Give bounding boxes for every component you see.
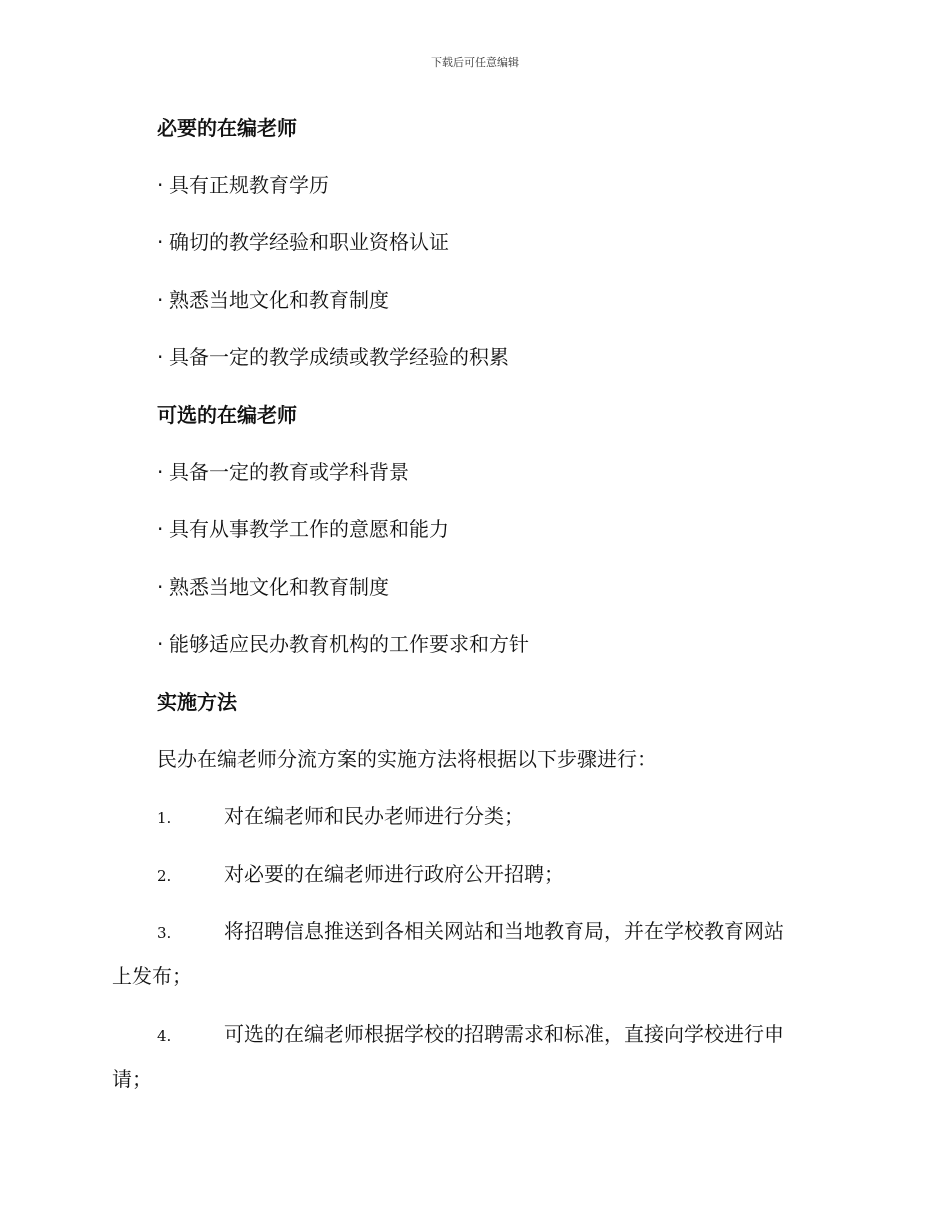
list-item-text: 能够适应民办教育机构的工作要求和方针 xyxy=(169,632,529,656)
list-item-text: 确切的教学经验和职业资格认证 xyxy=(169,230,449,254)
step-number: 1. xyxy=(157,809,172,827)
numbered-step xyxy=(157,917,784,947)
list-item-text: 熟悉当地文化和教育制度 xyxy=(169,575,389,599)
list-item xyxy=(157,515,449,543)
list-item-text: 具备一定的教育或学科背景 xyxy=(169,460,409,484)
numbered-step xyxy=(157,860,564,890)
bullet-icon: · xyxy=(157,517,164,541)
list-item xyxy=(157,286,389,314)
header-note: 下载后可任意编辑 xyxy=(431,56,519,69)
bullet-icon: · xyxy=(157,345,164,369)
bullet-icon: · xyxy=(157,288,164,312)
section-heading-optional-teachers: 可选的在编老师 xyxy=(157,403,297,427)
list-item xyxy=(157,171,329,199)
step-number: 2. xyxy=(157,867,172,885)
list-item xyxy=(157,228,449,256)
bullet-icon: · xyxy=(157,632,164,656)
numbered-step xyxy=(157,1020,784,1050)
list-item-text: 具备一定的教学成绩或教学经验的积累 xyxy=(169,345,509,369)
list-item-text: 具有从事教学工作的意愿和能力 xyxy=(169,517,449,541)
step-text: 可选的在编老师根据学校的招聘需求和标准，直接向学校进行申 xyxy=(224,1022,784,1046)
section-heading-implementation: 实施方法 xyxy=(157,690,237,714)
bullet-icon: · xyxy=(157,460,164,484)
step-text: 对在编老师和民办老师进行分类； xyxy=(224,804,524,828)
step-continuation: 上发布； xyxy=(112,964,192,988)
list-item xyxy=(157,458,409,486)
bullet-icon: · xyxy=(157,173,164,197)
step-continuation: 请； xyxy=(112,1067,152,1091)
step-text: 将招聘信息推送到各相关网站和当地教育局，并在学校教育网站 xyxy=(224,919,784,943)
step-number: 3. xyxy=(157,924,172,942)
list-item-text: 具有正规教育学历 xyxy=(169,173,329,197)
list-item xyxy=(157,630,529,658)
numbered-step xyxy=(157,802,524,832)
list-item xyxy=(157,573,389,601)
list-item-text: 熟悉当地文化和教育制度 xyxy=(169,288,389,312)
bullet-icon: · xyxy=(157,575,164,599)
list-item xyxy=(157,343,509,371)
paragraph-intro: 民办在编老师分流方案的实施方法将根据以下步骤进行： xyxy=(157,747,657,771)
section-heading-required-teachers: 必要的在编老师 xyxy=(157,116,297,140)
step-text: 对必要的在编老师进行政府公开招聘； xyxy=(224,862,564,886)
step-number: 4. xyxy=(157,1027,172,1045)
bullet-icon: · xyxy=(157,230,164,254)
